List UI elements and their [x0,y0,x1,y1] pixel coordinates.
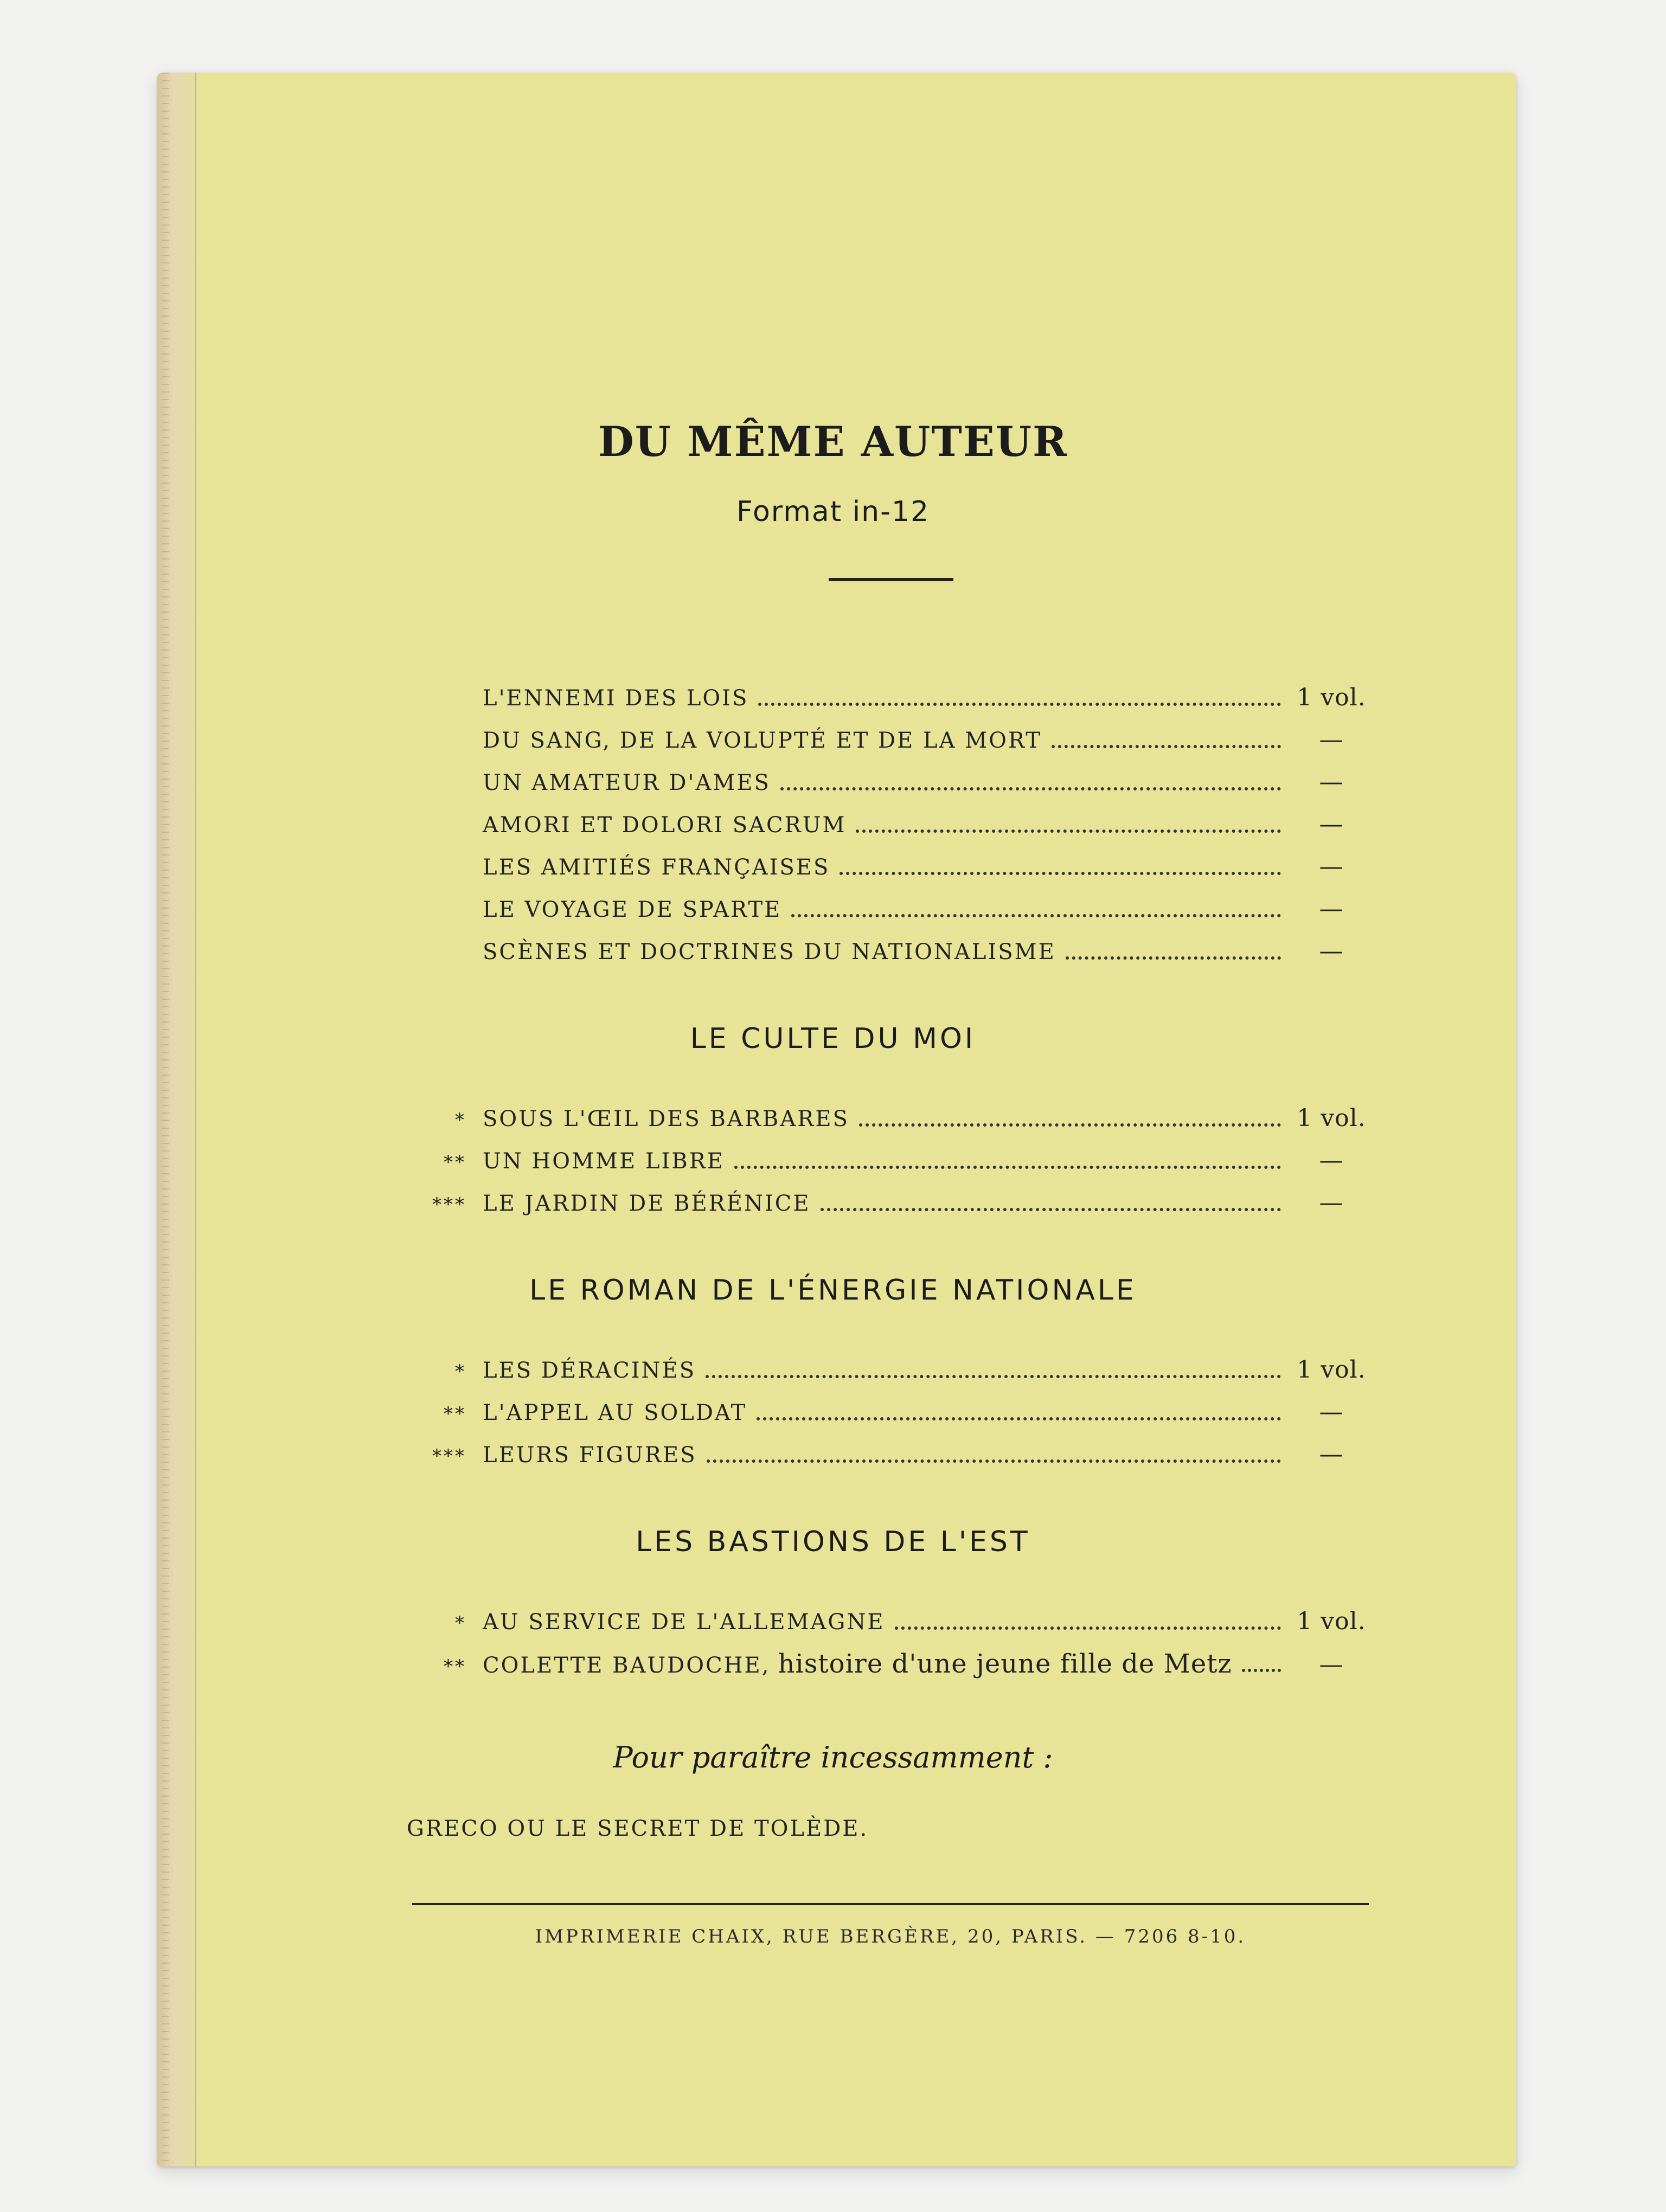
item-volume: — [1319,895,1344,923]
dot-leader [707,1446,1281,1463]
general-works-list [407,677,1372,973]
footer-divider [412,1903,1369,1905]
item-mark: ** [444,1656,466,1677]
dot-leader [780,774,1281,790]
item-subtitle: histoire d'une jeune fille de Metz [778,1649,1232,1679]
item-mark: * [455,1109,466,1131]
section-heading-roman-energie-nationale: LE ROMAN DE L'ÉNERGIE NATIONALE [529,1274,1137,1307]
item-mark: ** [444,1403,466,1425]
list-item [407,803,1372,846]
dot-leader [895,1613,1281,1630]
item-volume: — [1319,853,1344,880]
item-volume: — [1319,811,1344,838]
dot-leader [734,1153,1281,1169]
item-volume: 1 vol. [1297,684,1366,711]
book-spine [157,73,196,2166]
dot-leader [758,690,1281,706]
list-item [407,719,1372,761]
list-item [407,677,1372,719]
item-title: SCÈNES ET DOCTRINES DU NATIONALISME [483,940,1056,964]
list-item [407,1097,1372,1140]
item-title: UN HOMME LIBRE [483,1149,725,1174]
dot-leader [791,901,1281,917]
item-mark: * [455,1361,466,1382]
format-subtitle: Format in-12 [736,496,930,528]
bastions-de-lest-list [407,1600,1372,1685]
item-volume: 1 vol. [1297,1356,1366,1384]
list-item [407,1433,1372,1476]
item-mark: *** [432,1445,466,1467]
dot-leader [1052,732,1281,748]
list-item [407,1140,1372,1182]
item-volume: — [1319,1441,1344,1468]
dot-leader [821,1195,1281,1211]
dot-leader [1242,1656,1281,1672]
list-item [407,1182,1372,1224]
dot-leader [840,859,1281,875]
title-divider [829,578,953,581]
item-title: L'APPEL AU SOLDAT [483,1400,747,1425]
item-title: LE JARDIN DE BÉRÉNICE [483,1191,811,1216]
item-volume: — [1319,1398,1344,1426]
list-item [407,930,1372,973]
item-title: AMORI ET DOLORI SACRUM [483,813,847,838]
section-heading-bastions-de-lest: LES BASTIONS DE L'EST [636,1526,1030,1558]
page-title: DU MÊME AUTEUR [598,417,1068,466]
section-heading-culte-du-moi: LE CULTE DU MOI [690,1023,976,1055]
forthcoming-title: GRECO OU LE SECRET DE TOLÈDE. [407,1816,869,1841]
list-item [407,846,1372,888]
item-volume: — [1319,937,1344,965]
dot-leader [859,1110,1281,1127]
list-item [407,1349,1372,1391]
item-title: UN AMATEUR D'AMES [483,770,771,795]
item-volume: — [1319,768,1344,796]
item-title: LES DÉRACINÉS [483,1358,696,1383]
forthcoming-heading: Pour paraître incessamment : [613,1740,1053,1774]
item-title: COLETTE BAUDOCHE, [483,1653,771,1678]
item-volume: — [1319,1147,1344,1174]
list-item [407,761,1372,803]
dot-leader [757,1404,1281,1420]
item-title: LES AMITIÉS FRANÇAISES [483,855,830,880]
dot-leader [1066,943,1281,960]
item-title: SOUS L'ŒIL DES BARBARES [483,1107,849,1131]
item-volume: — [1319,1189,1344,1217]
item-title: DU SANG, DE LA VOLUPTÉ ET DE LA MORT [483,728,1042,753]
dot-leader [856,816,1281,833]
dot-leader [706,1362,1281,1378]
item-title: AU SERVICE DE L'ALLEMAGNE [483,1610,885,1635]
item-mark: ** [444,1152,466,1173]
item-volume: — [1319,726,1344,754]
roman-energie-nationale-list [407,1349,1372,1476]
item-mark: * [455,1612,466,1634]
list-item [407,1391,1372,1433]
list-item [407,888,1372,930]
item-volume: 1 vol. [1297,1104,1366,1132]
item-mark: *** [432,1194,466,1216]
culte-du-moi-list [407,1097,1372,1224]
item-title: L'ENNEMI DES LOIS [483,686,749,711]
printer-imprint: IMPRIMERIE CHAIX, RUE BERGÈRE, 20, PARIS. — 7206 8-10. [535,1926,1246,1947]
list-item [407,1643,1372,1685]
list-item [407,1600,1372,1643]
item-volume: 1 vol. [1297,1607,1366,1635]
item-title: LE VOYAGE DE SPARTE [483,897,782,922]
item-volume: — [1319,1651,1344,1679]
item-title: LEURS FIGURES [483,1443,697,1468]
